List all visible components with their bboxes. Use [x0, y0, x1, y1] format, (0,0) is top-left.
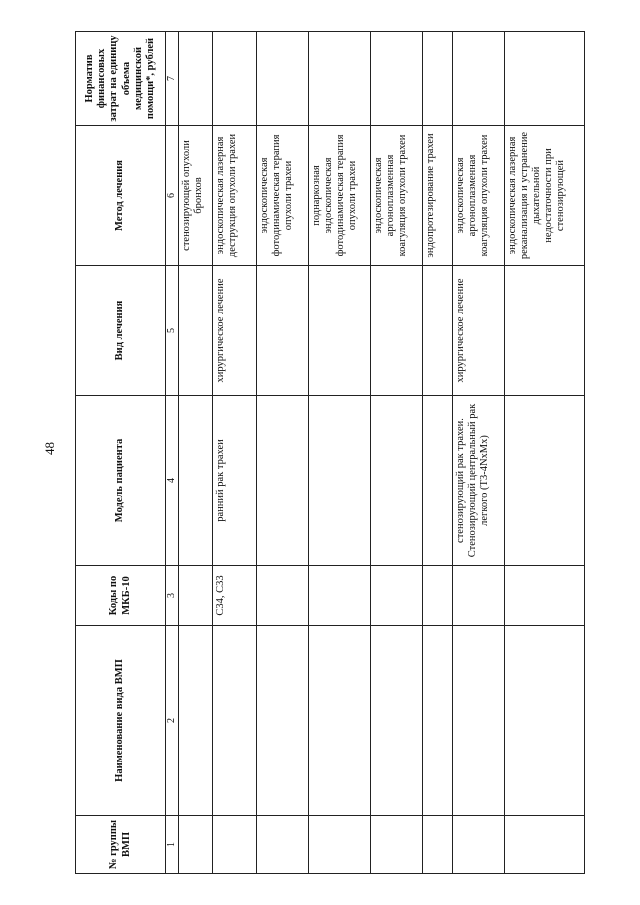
table-row — [505, 32, 585, 874]
column-number-row — [166, 32, 179, 874]
method-cell: стенозирующей опухоли бронхов — [179, 126, 213, 266]
header-vmp-name: Наименование вида ВМП — [76, 626, 166, 816]
rotated-table-container — [75, 32, 595, 874]
method-cell: эндопротезирование трахеи — [423, 126, 453, 266]
column-number: 3 — [166, 566, 179, 626]
column-number: 5 — [166, 266, 179, 396]
header-patient-model: Модель пациента — [76, 396, 166, 566]
header-cost-norm: Норматив финансовых затрат на единицу объема медицинской помощи*, рублей — [76, 32, 166, 126]
table-row — [371, 32, 423, 874]
icd-codes-cell: C34, C33 — [213, 566, 257, 626]
patient-model-cell: ранний рак трахеи — [213, 396, 257, 566]
header-treatment-type: Вид лечения — [76, 266, 166, 396]
treatment-type-cell: хирургическое лечение — [213, 266, 257, 396]
column-number: 2 — [166, 626, 179, 816]
table-row — [213, 32, 257, 874]
header-row — [76, 32, 166, 874]
header-treatment-method: Метод лечения — [76, 126, 166, 266]
page-number: 48 — [42, 442, 57, 455]
table-row — [453, 32, 505, 874]
table-row — [423, 32, 453, 874]
column-number: 4 — [166, 396, 179, 566]
method-cell: поднаркозная эндоскопическая фотодинамическая терапия опухоли трахеи — [309, 126, 371, 266]
method-cell: эндоскопическая лазерная деструкция опухоли трахеи — [213, 126, 257, 266]
vmp-table — [75, 31, 585, 874]
table-row — [179, 32, 213, 874]
header-group-number: № группы ВМП — [76, 816, 166, 874]
header-icd-codes: Коды по МКБ-10 — [76, 566, 166, 626]
column-number: 6 — [166, 126, 179, 266]
method-cell: эндоскопическая фотодинамическая терапия опухоли трахеи — [257, 126, 309, 266]
method-cell: эндоскопическая аргоноплазменная коагуляция опухоли трахеи — [453, 126, 505, 266]
method-cell: эндоскопическая аргоноплазменная коагуляция опухоли трахеи — [371, 126, 423, 266]
table-row — [309, 32, 371, 874]
treatment-type-cell: хирургическое лечение — [453, 266, 505, 396]
table-row — [257, 32, 309, 874]
column-number: 1 — [166, 816, 179, 874]
method-cell: эндоскопическая лазерная реканализация и устранение дыхательной недостаточности при стенозирующей — [505, 126, 585, 266]
patient-model-cell: стенозирующий рак трахеи. Стенозирующий центральный рак легкого (T3-4NхMх) — [453, 396, 505, 566]
column-number: 7 — [166, 32, 179, 126]
